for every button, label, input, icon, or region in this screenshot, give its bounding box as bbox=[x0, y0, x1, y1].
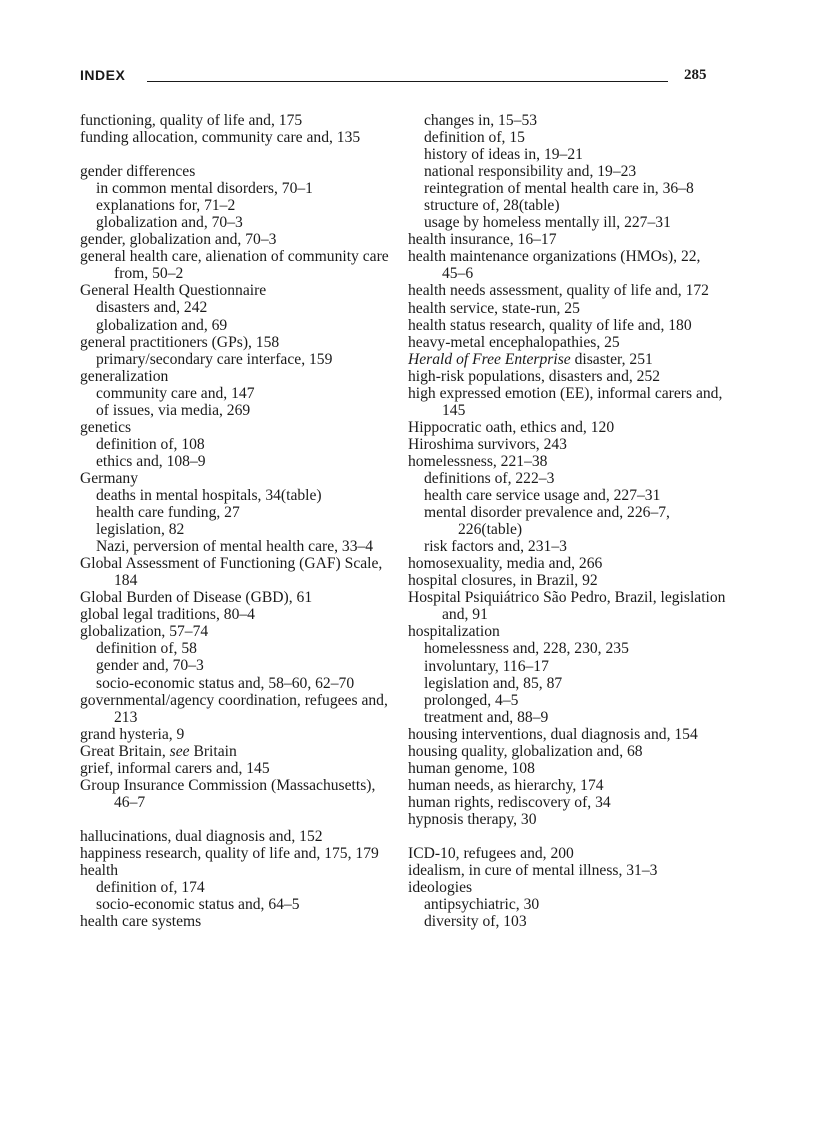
index-entry: ICD-10, refugees and, 200 bbox=[408, 844, 574, 862]
letter-group-gap bbox=[80, 811, 398, 828]
page-number: 285 bbox=[684, 67, 707, 83]
letter-group-gap bbox=[408, 828, 726, 845]
index-subentry: socio-economic status and, 58–60, 62–70 bbox=[96, 674, 355, 692]
index-entry: health status research, quality of life and, 180 bbox=[408, 316, 692, 334]
index-entry: human needs, as hierarchy, 174 bbox=[408, 776, 604, 794]
index-entry: Global Burden of Disease (GBD), 61 bbox=[80, 589, 313, 607]
index-entry: hallucinations, dual diagnosis and, 152 bbox=[80, 827, 323, 845]
index-subentry: deaths in mental hospitals, 34(table) bbox=[96, 486, 322, 504]
index-subentry: history of ideas in, 19–21 bbox=[424, 146, 583, 164]
entry-italic-text: see bbox=[169, 742, 190, 760]
index-entry: Germany bbox=[80, 469, 139, 487]
index-entry: global legal traditions, 80–4 bbox=[80, 606, 255, 624]
index-entry: hospitalization bbox=[408, 623, 500, 641]
index-subentry: community care and, 147 bbox=[96, 384, 255, 402]
index-subentry: primary/secondary care interface, 159 bbox=[96, 350, 333, 368]
index-entry: housing interventions, dual diagnosis and, 154 bbox=[408, 725, 698, 743]
index-subentry: globalization and, 69 bbox=[96, 316, 228, 334]
index-subentry: socio-economic status and, 64–5 bbox=[96, 896, 300, 914]
index-entry: Global Assessment of Functioning (GAF) Scale, 184 bbox=[80, 555, 383, 590]
index-subentry: definition of, 15 bbox=[424, 129, 525, 147]
index-entry: funding allocation, community care and, 135 bbox=[80, 129, 361, 147]
index-subentry: definition of, 58 bbox=[96, 640, 197, 658]
index-entry: high-risk populations, disasters and, 252 bbox=[408, 367, 661, 385]
index-subentry: involuntary, 116–17 bbox=[424, 657, 549, 675]
index-entry: grief, informal carers and, 145 bbox=[80, 759, 270, 777]
index-subentry: structure of, 28(table) bbox=[424, 197, 560, 215]
index-entry: homelessness, 221–38 bbox=[408, 452, 548, 470]
index-entry bbox=[80, 743, 398, 760]
index-entry: housing quality, globalization and, 68 bbox=[408, 742, 643, 760]
index-subentry: of issues, via media, 269 bbox=[96, 401, 251, 419]
index-entry: general health care, alienation of community care from, 50–2 bbox=[80, 248, 389, 283]
index-column-right bbox=[408, 112, 726, 930]
index-entry: gender, globalization and, 70–3 bbox=[80, 231, 277, 249]
index-subentry: mental disorder prevalence and, 226–7, 226(table) bbox=[424, 504, 670, 539]
entry-italic-text: Herald of Free Enterprise bbox=[408, 350, 571, 368]
index-entry: functioning, quality of life and, 175 bbox=[80, 112, 303, 129]
index-subentry: health care funding, 27 bbox=[96, 504, 240, 522]
index-entry: Hiroshima survivors, 243 bbox=[408, 435, 567, 453]
index-entry: health insurance, 16–17 bbox=[408, 231, 557, 249]
index-subentry: legislation, 82 bbox=[96, 521, 185, 539]
entry-text: Britain bbox=[189, 742, 237, 760]
running-header-title: INDEX bbox=[80, 67, 126, 83]
index-entry: health care systems bbox=[80, 913, 202, 931]
index-subentry: reintegration of mental health care in, 36–8 bbox=[424, 180, 694, 198]
index-entry: happiness research, quality of life and, 175, 179 bbox=[80, 844, 379, 862]
entry-text: disaster, 251 bbox=[570, 350, 653, 368]
index-subentry: usage by homeless mentally ill, 227–31 bbox=[424, 214, 671, 232]
index-subentry: definition of, 108 bbox=[96, 435, 205, 453]
index-entry: health bbox=[80, 861, 119, 879]
index-subentry: diversity of, 103 bbox=[424, 913, 527, 931]
letter-group-gap bbox=[80, 146, 398, 163]
index-subentry: changes in, 15–53 bbox=[424, 112, 538, 129]
index-entry: grand hysteria, 9 bbox=[80, 725, 185, 743]
index-subentry: explanations for, 71–2 bbox=[96, 197, 236, 215]
index-column-left bbox=[80, 112, 398, 930]
index-entry: homosexuality, media and, 266 bbox=[408, 555, 603, 573]
index-entry: Group Insurance Commission (Massachusetts), 46–7 bbox=[80, 776, 376, 811]
index-entry: heavy-metal encephalopathies, 25 bbox=[408, 333, 620, 351]
index-entry: high expressed emotion (EE), informal carers and, 145 bbox=[408, 384, 723, 419]
index-subentry: Nazi, perversion of mental health care, 33–4 bbox=[96, 538, 374, 556]
index-entry: idealism, in cure of mental illness, 31–3 bbox=[408, 862, 658, 880]
entry-text: Great Britain, bbox=[80, 742, 170, 760]
index-subentry: legislation and, 85, 87 bbox=[424, 674, 563, 692]
index-entry: gender differences bbox=[80, 163, 196, 181]
index-entry: Hippocratic oath, ethics and, 120 bbox=[408, 418, 615, 436]
index-subentry: treatment and, 88–9 bbox=[424, 708, 549, 726]
index-subentry: health care service usage and, 227–31 bbox=[424, 487, 661, 505]
index-entry: hospital closures, in Brazil, 92 bbox=[408, 572, 598, 590]
index-entry: general practitioners (GPs), 158 bbox=[80, 333, 280, 351]
index-entry: hypnosis therapy, 30 bbox=[408, 810, 537, 828]
index-subentry: homelessness and, 228, 230, 235 bbox=[424, 640, 629, 658]
index-subentry: ethics and, 108–9 bbox=[96, 452, 206, 470]
index-subentry: in common mental disorders, 70–1 bbox=[96, 180, 313, 198]
index-entry: Hospital Psiquiátrico São Pedro, Brazil, legislation and, 91 bbox=[408, 589, 726, 624]
index-subentry: national responsibility and, 19–23 bbox=[424, 163, 637, 181]
index-subentry: globalization and, 70–3 bbox=[96, 214, 243, 232]
index-entry: globalization, 57–74 bbox=[80, 623, 209, 641]
index-entry: health service, state-run, 25 bbox=[408, 299, 580, 317]
index-entry: human rights, rediscovery of, 34 bbox=[408, 793, 611, 811]
index-entry: health maintenance organizations (HMOs), 22, 45–6 bbox=[408, 248, 701, 283]
index-entry: human genome, 108 bbox=[408, 759, 535, 777]
index-entry: governmental/agency coordination, refugees and, 213 bbox=[80, 691, 388, 726]
header-rule bbox=[147, 81, 668, 82]
index-entry: genetics bbox=[80, 418, 132, 436]
index-subentry: antipsychiatric, 30 bbox=[424, 896, 540, 914]
index-entry bbox=[408, 351, 726, 368]
index-subentry: risk factors and, 231–3 bbox=[424, 538, 567, 556]
index-entry: health needs assessment, quality of life and, 172 bbox=[408, 282, 709, 300]
index-subentry: definition of, 174 bbox=[96, 879, 205, 897]
index-entry: ideologies bbox=[408, 879, 473, 897]
index-entry: General Health Questionnaire bbox=[80, 282, 267, 300]
index-entry: generalization bbox=[80, 367, 169, 385]
index-subentry: definitions of, 222–3 bbox=[424, 469, 555, 487]
index-subentry: gender and, 70–3 bbox=[96, 657, 204, 675]
index-subentry: disasters and, 242 bbox=[96, 299, 208, 317]
index-subentry: prolonged, 4–5 bbox=[424, 691, 519, 709]
